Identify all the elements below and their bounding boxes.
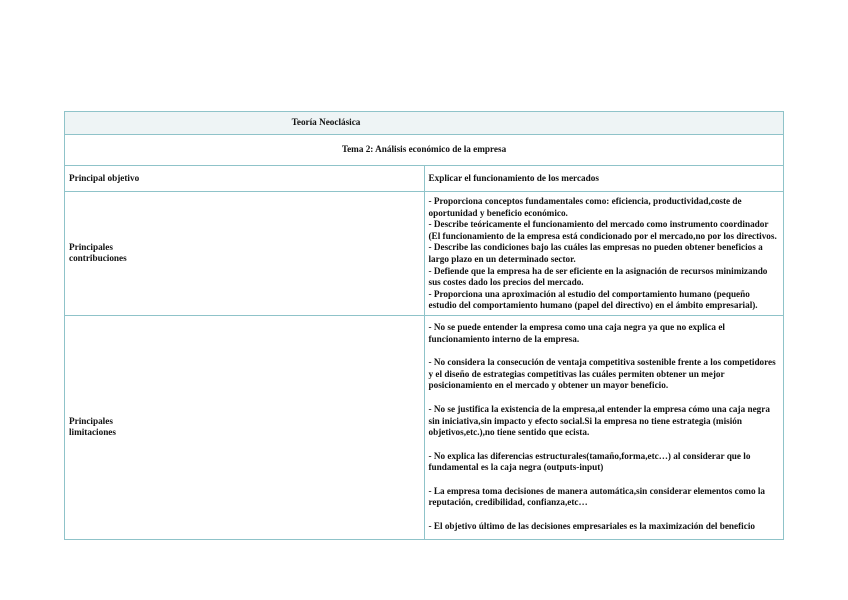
limitaciones-row xyxy=(65,315,784,539)
theory-table xyxy=(64,111,784,540)
contribucion-item: - Describe las condiciones bajo las cuáles las empresas no pueden obtener beneficios a largo plazo en un determinado sector. xyxy=(428,242,763,264)
contribucion-item: - Proporciona conceptos fundamentales como: eficiencia, productividad,coste de oportunidad y beneficio económico. xyxy=(428,196,742,218)
contribucion-item: - Proporciona una aproximación al estudio del comportamiento humano (pequeño estudio del comportamiento humano (papel del directivo) en el ámbito empresarial). xyxy=(428,288,758,311)
limitaciones-list xyxy=(424,315,784,539)
limitaciones-label xyxy=(65,315,425,539)
tema-heading: Tema 2: Análisis económico de la empresa xyxy=(65,135,784,166)
limitacion-item: - No se puede entender la empresa como una caja negra ya que no explica el funcionamiento interno de la empresa. xyxy=(428,321,725,344)
objetivo-value: Explicar el funcionamiento de los mercados xyxy=(424,166,784,192)
limitaciones-label-line2: limitaciones xyxy=(69,427,116,438)
contribuciones-row xyxy=(65,192,784,316)
objetivo-label: Principal objetivo xyxy=(65,166,425,192)
tema-row xyxy=(65,135,784,166)
contribucion-item: - Defiende que la empresa ha de ser eficiente en la asignación de recursos minimizando sus costes dado los precios del mercado. xyxy=(428,265,768,288)
table-title: Teoría Neoclásica xyxy=(65,112,784,135)
contribuciones-label-line2: contribuciones xyxy=(69,253,127,264)
limitaciones-label-line1: Principales xyxy=(69,415,113,426)
title-row xyxy=(65,112,784,135)
contribuciones-list xyxy=(424,192,784,316)
limitacion-item: - La empresa toma decisiones de manera automática,sin considerar elementos como la reputación, credibilidad, confianza,etc… xyxy=(428,485,765,508)
contribucion-item: - Describe teóricamente el funcionamiento del mercado como instrumento coordinador (El funcionamiento de la empresa está condicionado por el mercado,no por los directivos. xyxy=(428,219,777,241)
limitacion-item: - No se justifica la existencia de la empresa,al entender la empresa cómo una caja negra sin iniciativa,sin impacto y efecto social.Si la empresa no tiene estrategia (misión objetivos,etc.),no tiene sentido que ecista. xyxy=(428,403,770,438)
limitacion-item: - No considera la consecución de ventaja competitiva sostenible frente a los competidores y el diseño de estrategias competitivas las cuáles permiten obtener un mejor posicionamiento en el mercado y obtener un mayor beneficio. xyxy=(428,357,776,391)
limitacion-item: - El objetivo último de las decisiones empresariales es la maximización del beneficio xyxy=(428,521,755,532)
contribuciones-label xyxy=(65,192,425,316)
objetivo-row xyxy=(65,166,784,192)
contribuciones-label-line1: Principales xyxy=(69,241,113,252)
limitacion-item: - No explica las diferencias estructurales(tamaño,forma,etc…) al considerar que lo fundamental es la caja negra (outputs-input) xyxy=(428,450,751,473)
